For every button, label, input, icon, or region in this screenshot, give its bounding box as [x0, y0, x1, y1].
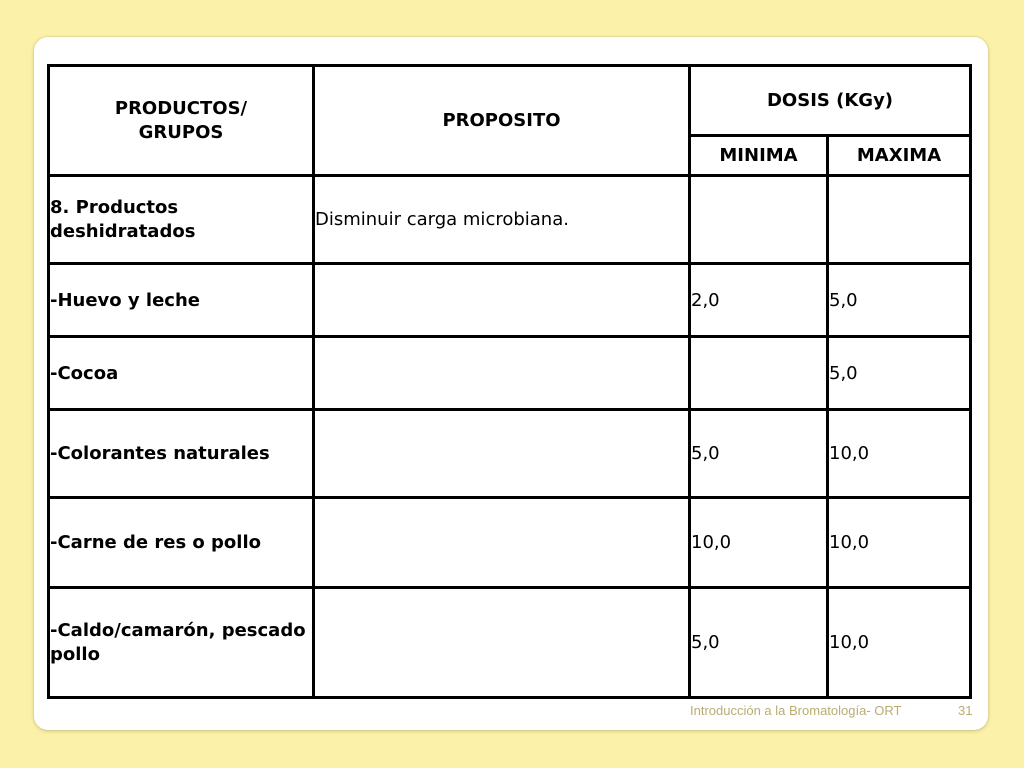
maxima-cell: 10,0: [828, 410, 971, 498]
producto-cell: -Colorantes naturales: [49, 410, 314, 498]
table-row: [49, 588, 971, 698]
header-dosis: DOSIS (KGy): [690, 66, 971, 136]
producto-cell: 8. Productos deshidratados: [49, 176, 314, 264]
minima-cell: 5,0: [690, 588, 828, 698]
table-row: [49, 498, 971, 588]
producto-cell: -Huevo y leche: [49, 264, 314, 337]
minima-cell: 5,0: [690, 410, 828, 498]
header-productos: PRODUCTOS/ GRUPOS: [49, 66, 314, 176]
minima-cell: [690, 176, 828, 264]
table-row: [49, 410, 971, 498]
producto-cell: -Cocoa: [49, 337, 314, 410]
table-row: [49, 337, 971, 410]
proposito-cell: [314, 498, 690, 588]
dose-table: [47, 64, 972, 699]
minima-cell: 10,0: [690, 498, 828, 588]
maxima-cell: 5,0: [828, 264, 971, 337]
header-maxima: MAXIMA: [828, 136, 971, 176]
proposito-cell: [314, 410, 690, 498]
minima-cell: [690, 337, 828, 410]
header-proposito: PROPOSITO: [314, 66, 690, 176]
minima-cell: 2,0: [690, 264, 828, 337]
footer-title: Introducción a la Bromatología- ORT: [690, 703, 902, 718]
proposito-cell: [314, 588, 690, 698]
producto-cell: -Carne de res o pollo: [49, 498, 314, 588]
proposito-cell: [314, 337, 690, 410]
table-row: [49, 264, 971, 337]
maxima-cell: 10,0: [828, 498, 971, 588]
proposito-cell: Disminuir carga microbiana.: [314, 176, 690, 264]
producto-cell: -Caldo/camarón, pescado pollo: [49, 588, 314, 698]
proposito-cell: [314, 264, 690, 337]
maxima-cell: [828, 176, 971, 264]
maxima-cell: 10,0: [828, 588, 971, 698]
page-number: 31: [958, 703, 973, 718]
maxima-cell: 5,0: [828, 337, 971, 410]
table-row: [49, 176, 971, 264]
header-minima: MINIMA: [690, 136, 828, 176]
